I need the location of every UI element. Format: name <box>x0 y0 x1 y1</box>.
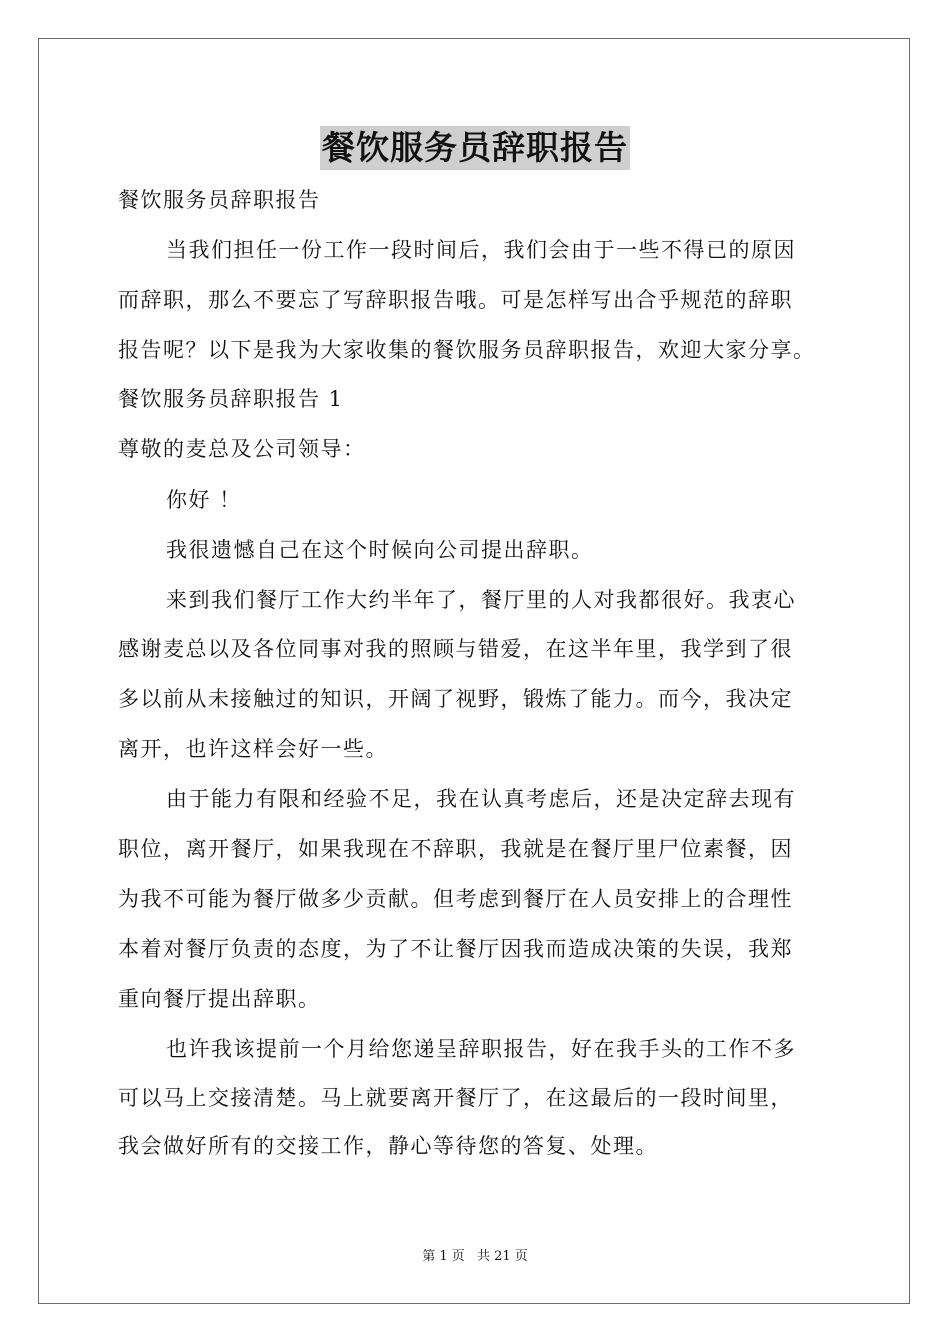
body-line-8: 为我不可能为餐厅做多少贡献。但考虑到餐厅在人员安排上的合理性 <box>118 887 793 911</box>
body-line-13: 我会做好所有的交接工作，静心等待您的答复、处理。 <box>118 1134 658 1158</box>
page-border <box>38 38 910 1304</box>
body-line-3: 感谢麦总以及各位同事对我的照顾与错爱，在这半年里，我学到了很 <box>118 637 793 661</box>
body-line-7: 职位，离开餐厅，如果我现在不辞职，我就是在餐厅里尸位素餐，因 <box>118 837 793 861</box>
body-line-11: 也许我该提前一个月给您递呈辞职报告，好在我手头的工作不多 <box>166 1037 796 1061</box>
subtitle-line: 餐饮服务员辞职报告 <box>118 188 321 212</box>
intro-line-1: 当我们担任一份工作一段时间后，我们会由于一些不得已的原因 <box>166 238 796 262</box>
intro-line-3: 报告呢？以下是我为大家收集的餐饮服务员辞职报告，欢迎大家分享。 <box>118 338 816 362</box>
section-heading: 餐饮服务员辞职报告 1 <box>118 387 344 411</box>
page-number: 第 1 页 <box>422 1249 465 1264</box>
body-line-9: 本着对餐厅负责的态度，为了不让餐厅因我而造成决策的失误，我郑 <box>118 937 793 961</box>
body-line-2: 来到我们餐厅工作大约半年了，餐厅里的人对我都很好。我衷心 <box>166 588 796 612</box>
intro-line-2: 而辞职，那么不要忘了写辞职报告哦。可是怎样写出合乎规范的辞职 <box>118 288 793 312</box>
body-line-5: 离开，也许这样会好一些。 <box>118 737 388 761</box>
title-container <box>0 126 950 170</box>
page-footer <box>0 1248 950 1266</box>
greeting: 你好 ！ <box>166 488 242 512</box>
body-line-4: 多以前从未接触过的知识，开阔了视野，锻炼了能力。而今，我决定 <box>118 687 793 711</box>
body-line-10: 重向餐厅提出辞职。 <box>118 987 321 1011</box>
body-line-6: 由于能力有限和经验不足，我在认真考虑后，还是决定辞去现有 <box>166 787 796 811</box>
document-title: 餐饮服务员辞职报告 <box>320 126 630 170</box>
salutation: 尊敬的麦总及公司领导： <box>118 437 366 461</box>
page-total: 共 21 页 <box>476 1249 528 1264</box>
body-line-12: 可以马上交接清楚。马上就要离开餐厅了，在这最后的一段时间里， <box>118 1086 793 1110</box>
body-line-1: 我很遗憾自己在这个时候向公司提出辞职。 <box>166 538 594 562</box>
